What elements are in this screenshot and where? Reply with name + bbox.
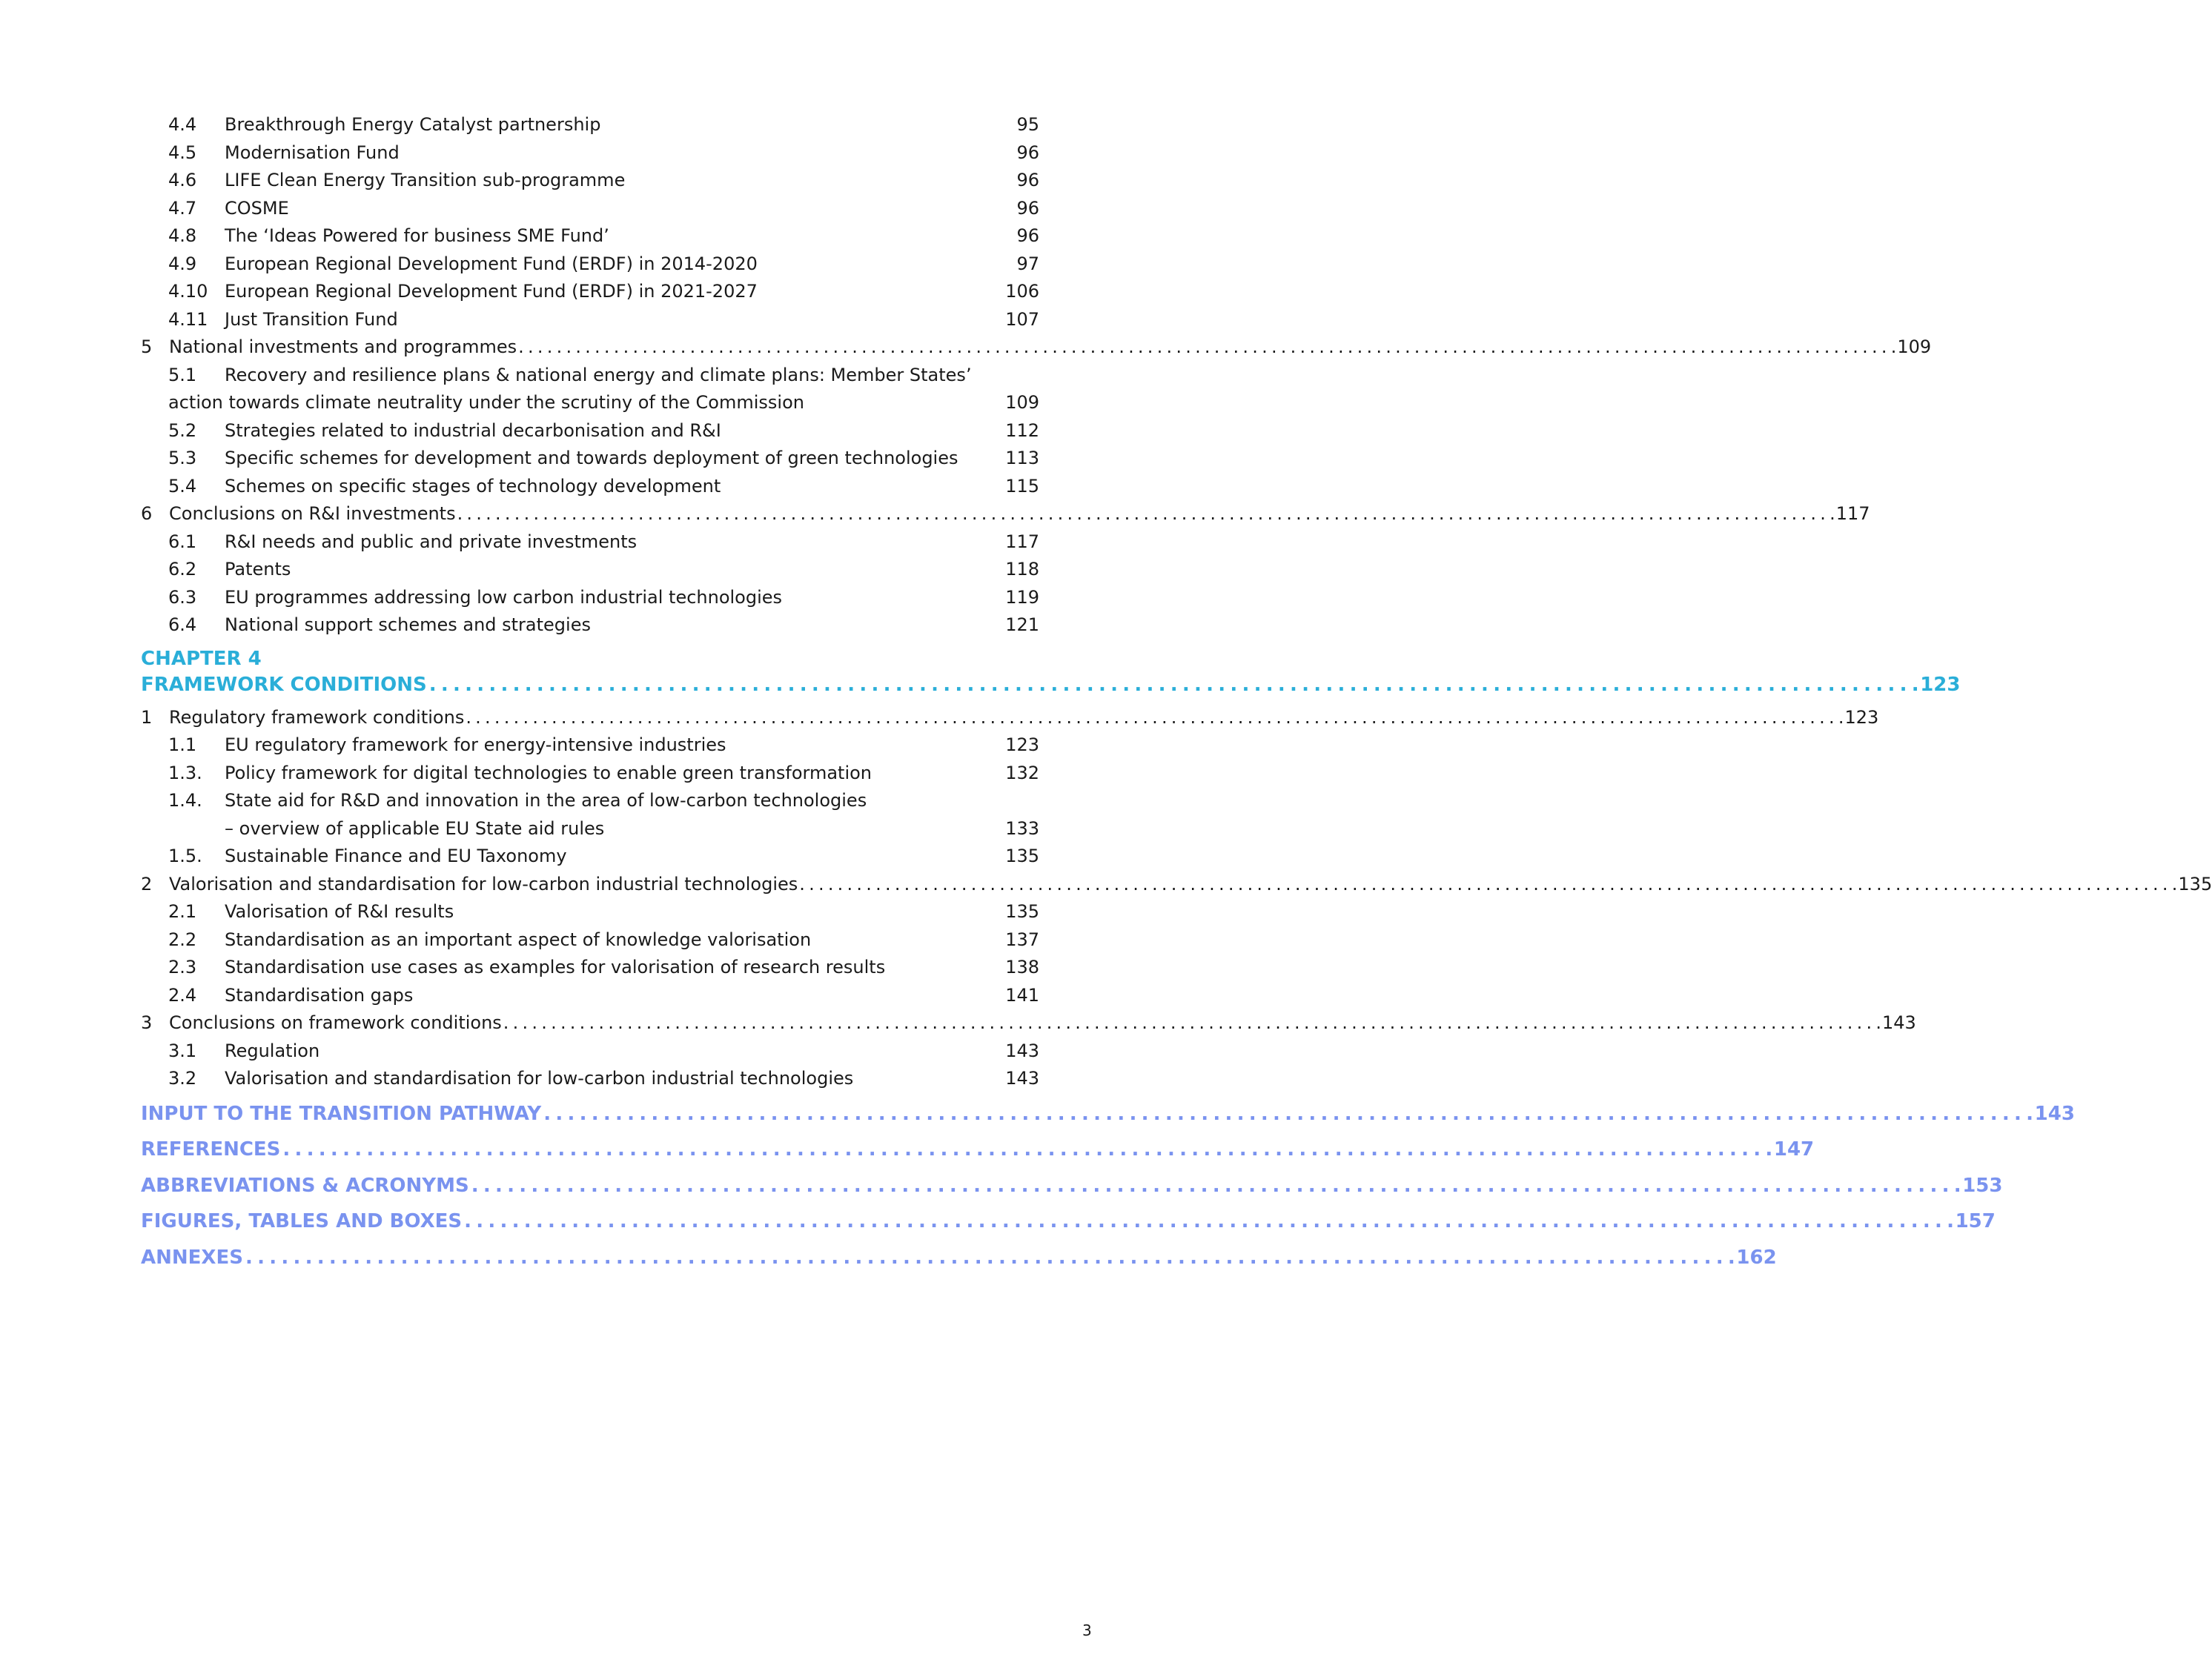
back-matter-title: REFERENCES bbox=[141, 1138, 281, 1161]
toc-entry-number: 5.4 bbox=[168, 475, 197, 497]
toc-entry-page: 109 bbox=[1005, 392, 1039, 413]
toc-entry-number: 2.2 bbox=[168, 929, 197, 950]
dot-leader bbox=[543, 1096, 2032, 1132]
toc-entry-title: European Regional Development Fund (ERDF) in 2021-2027 bbox=[225, 281, 758, 302]
toc-entry-number: 2.1 bbox=[168, 901, 197, 922]
toc-entry-page: 137 bbox=[1005, 929, 1039, 950]
toc-input-to-transition-pathway[interactable] bbox=[141, 1096, 2075, 1132]
toc-figures-tables-boxes[interactable] bbox=[141, 1204, 1996, 1240]
toc-entry-page: 135 bbox=[1005, 846, 1039, 866]
toc-entry-title: Breakthrough Energy Catalyst partnership bbox=[225, 114, 601, 135]
toc-section-title: Regulatory framework conditions bbox=[169, 706, 465, 728]
toc-entry-number: 2.4 bbox=[168, 984, 197, 1006]
toc-section-5[interactable] bbox=[141, 333, 1932, 362]
toc-abbreviations-acronyms[interactable] bbox=[141, 1168, 2003, 1204]
toc-entry-6-3[interactable] bbox=[141, 584, 1039, 612]
toc-entry-page: 121 bbox=[1005, 614, 1039, 635]
toc-entry-title: Modernisation Fund bbox=[225, 142, 400, 163]
toc-entry-number: 5.2 bbox=[168, 419, 197, 441]
toc-entry-1-4[interactable] bbox=[141, 787, 1039, 815]
toc-entry-4-10[interactable] bbox=[141, 278, 1039, 306]
toc-entry-title: National support schemes and strategies bbox=[225, 614, 591, 635]
toc-entry-title: The ‘Ideas Powered for business SME Fund’ bbox=[225, 225, 609, 246]
toc-entry-1-3[interactable] bbox=[141, 760, 1039, 788]
toc-entry-page: 123 bbox=[1005, 734, 1039, 755]
toc-entry-title: Standardisation use cases as examples for valorisation of research results bbox=[225, 957, 886, 977]
page-number: 3 bbox=[1082, 1621, 1092, 1639]
back-matter-page: 147 bbox=[1773, 1138, 1815, 1161]
toc-entry-number: 3.2 bbox=[168, 1068, 197, 1089]
chapter-title: FRAMEWORK CONDITIONS bbox=[141, 673, 427, 696]
dot-leader bbox=[503, 1009, 1881, 1038]
toc-entry-title-continued: – overview of applicable EU State aid rules bbox=[225, 817, 605, 839]
toc-entry-3-2[interactable] bbox=[141, 1065, 1039, 1093]
toc-entry-title: Standardisation as an important aspect of knowledge valorisation bbox=[225, 929, 812, 950]
toc-entry-5-2[interactable] bbox=[141, 417, 1039, 445]
toc-entry-4-4[interactable] bbox=[141, 111, 1039, 139]
toc-entry-page: 141 bbox=[1005, 984, 1039, 1006]
chapter-page: 123 bbox=[1920, 673, 1961, 696]
toc-section-3[interactable] bbox=[141, 1009, 1916, 1038]
toc-entry-number: 5.1 bbox=[168, 364, 197, 385]
back-matter-page: 153 bbox=[1962, 1174, 2003, 1197]
toc-section-title: Conclusions on framework conditions bbox=[169, 1012, 502, 1033]
toc-entry-1-1[interactable] bbox=[141, 731, 1039, 760]
toc-entry-4-8[interactable] bbox=[141, 222, 1039, 250]
toc-section-page: 143 bbox=[1881, 1012, 1916, 1033]
toc-section-page: 117 bbox=[1835, 503, 1870, 524]
toc-entry-page: 115 bbox=[1005, 475, 1039, 497]
dot-leader bbox=[471, 1168, 1960, 1204]
toc-entry-page: 112 bbox=[1005, 419, 1039, 441]
back-matter-title: INPUT TO THE TRANSITION PATHWAY bbox=[141, 1102, 542, 1125]
dot-leader bbox=[457, 500, 1835, 528]
toc-entry-page: 132 bbox=[1005, 762, 1039, 783]
back-matter-page: 162 bbox=[1736, 1246, 1777, 1269]
toc-entry-3-1[interactable] bbox=[141, 1038, 1039, 1066]
toc-entry-page: 106 bbox=[1005, 281, 1039, 302]
toc-entry-page: 143 bbox=[1005, 1068, 1039, 1089]
toc-entry-5-1-continued[interactable] bbox=[141, 389, 1039, 417]
toc-section-page: 135 bbox=[2178, 873, 2212, 894]
toc-entry-2-4[interactable] bbox=[141, 982, 1039, 1010]
toc-section-number: 2 bbox=[141, 873, 153, 894]
toc-references[interactable] bbox=[141, 1132, 1815, 1168]
toc-entry-number: 2.3 bbox=[168, 957, 197, 977]
toc-entry-title: EU regulatory framework for energy-intensive industries bbox=[225, 734, 726, 755]
toc-section-6[interactable] bbox=[141, 500, 1870, 528]
toc-entry-page: 97 bbox=[1016, 253, 1039, 274]
toc-entry-page: 138 bbox=[1005, 957, 1039, 977]
chapter-label: CHAPTER 4 bbox=[141, 647, 262, 670]
back-matter-list bbox=[141, 1096, 2075, 1276]
toc-entry-title: Recovery and resilience plans & national energy and climate plans: Member States’ bbox=[225, 364, 972, 385]
toc-entry-number: 4.6 bbox=[168, 170, 197, 190]
toc-section-1[interactable] bbox=[141, 704, 1879, 732]
toc-entry-page: 107 bbox=[1005, 308, 1039, 330]
toc-entry-number: 4.4 bbox=[168, 114, 197, 135]
toc-entry-number: 5.3 bbox=[168, 448, 197, 468]
toc-entry-number: 3.1 bbox=[168, 1040, 197, 1061]
toc-entry-6-2[interactable] bbox=[141, 556, 1039, 584]
toc-entry-title: Strategies related to industrial decarbonisation and R&I bbox=[225, 419, 721, 441]
toc-entry-number: 4.7 bbox=[168, 197, 197, 219]
dot-leader bbox=[464, 1204, 1953, 1240]
toc-entry-title: Specific schemes for development and towards deployment of green technologies bbox=[225, 448, 958, 468]
toc-entry-title: State aid for R&D and innovation in the area of low-carbon technologies bbox=[225, 790, 867, 811]
toc-entry-page: 117 bbox=[1005, 531, 1039, 552]
toc-entry-page: 95 bbox=[1016, 114, 1039, 135]
toc-entry-number: 4.10 bbox=[168, 281, 208, 302]
toc-entry-title-continued: action towards climate neutrality under the scrutiny of the Commission bbox=[168, 392, 804, 413]
toc-entry-2-1[interactable] bbox=[141, 898, 1039, 926]
toc-entry-number: 6.3 bbox=[168, 586, 197, 608]
toc-entry-title: Sustainable Finance and EU Taxonomy bbox=[225, 846, 567, 866]
toc-entry-title: European Regional Development Fund (ERDF) in 2014-2020 bbox=[225, 253, 758, 274]
toc-entry-title: Valorisation of R&I results bbox=[225, 901, 454, 922]
toc-entry-page: 113 bbox=[1005, 448, 1039, 468]
toc-entry-title: EU programmes addressing low carbon industrial technologies bbox=[225, 586, 783, 608]
toc-entry-title: Patents bbox=[225, 559, 291, 580]
toc-entry-title: Just Transition Fund bbox=[225, 308, 398, 330]
toc-entry-4-6[interactable] bbox=[141, 167, 1039, 195]
back-matter-page: 157 bbox=[1955, 1210, 1996, 1232]
toc-entry-number: 1.4. bbox=[168, 790, 202, 811]
toc-section-number: 5 bbox=[141, 336, 153, 357]
toc-entry-title: COSME bbox=[225, 197, 289, 219]
dot-leader bbox=[245, 1240, 1734, 1276]
toc-section-page: 109 bbox=[1897, 336, 1932, 357]
back-matter-page: 143 bbox=[2034, 1102, 2075, 1125]
toc-entry-5-3[interactable] bbox=[141, 445, 1039, 473]
dot-leader bbox=[429, 671, 1918, 698]
toc-entry-title: R&I needs and public and private investments bbox=[225, 531, 638, 552]
dot-leader bbox=[282, 1132, 1771, 1168]
back-matter-title: FIGURES, TABLES AND BOXES bbox=[141, 1210, 463, 1232]
toc-entry-number: 1.5. bbox=[168, 846, 202, 866]
toc-entry-number: 1.3. bbox=[168, 762, 202, 783]
toc-entry-page: 135 bbox=[1005, 901, 1039, 922]
toc-entry-page: 96 bbox=[1016, 170, 1039, 190]
toc-entry-number: 6.4 bbox=[168, 614, 197, 635]
back-matter-title: ANNEXES bbox=[141, 1246, 243, 1269]
toc-section-page: 123 bbox=[1844, 706, 1879, 728]
toc-entry-page: 133 bbox=[1005, 817, 1039, 839]
toc-section-number: 1 bbox=[141, 706, 153, 728]
toc-entry-4-11[interactable] bbox=[141, 306, 1039, 334]
toc-section-number: 3 bbox=[141, 1012, 153, 1033]
toc-entry-4-7[interactable] bbox=[141, 195, 1039, 223]
toc-entry-2-2[interactable] bbox=[141, 926, 1039, 955]
toc-entry-6-1[interactable] bbox=[141, 528, 1039, 557]
toc-entry-page: 143 bbox=[1005, 1040, 1039, 1061]
toc-entry-1-5[interactable] bbox=[141, 843, 1039, 871]
toc-entry-4-5[interactable] bbox=[141, 139, 1039, 167]
toc-entry-title: LIFE Clean Energy Transition sub-programme bbox=[225, 170, 626, 190]
toc-entry-number: 4.11 bbox=[168, 308, 208, 330]
toc-entry-page: 96 bbox=[1016, 197, 1039, 219]
toc-entry-page: 96 bbox=[1016, 225, 1039, 246]
toc-entry-number: 6.1 bbox=[168, 531, 197, 552]
toc-entry-5-1[interactable] bbox=[141, 362, 1039, 390]
toc-section-title: Valorisation and standardisation for low-carbon industrial technologies bbox=[169, 873, 798, 894]
toc-entry-number: 6.2 bbox=[168, 559, 197, 580]
toc-entry-5-4[interactable] bbox=[141, 473, 1039, 501]
dot-leader bbox=[799, 871, 2176, 899]
back-matter-title: ABBREVIATIONS & ACRONYMS bbox=[141, 1174, 469, 1197]
toc-entry-1-4-continued[interactable] bbox=[141, 815, 1039, 843]
toc-entry-title: Valorisation and standardisation for low-carbon industrial technologies bbox=[225, 1068, 854, 1089]
toc-entry-6-4[interactable] bbox=[141, 611, 1039, 640]
toc-entry-page: 118 bbox=[1005, 559, 1039, 580]
dot-leader bbox=[466, 704, 1843, 732]
dot-leader bbox=[518, 333, 1895, 362]
toc-entry-2-3[interactable] bbox=[141, 954, 1039, 982]
toc-entry-number: 4.8 bbox=[168, 225, 197, 246]
toc-entry-title: Regulation bbox=[225, 1040, 320, 1061]
toc-entry-4-9[interactable] bbox=[141, 250, 1039, 279]
toc-entry-number: 1.1 bbox=[168, 734, 197, 755]
toc-section-2[interactable] bbox=[141, 871, 2212, 899]
toc-entry-title: Policy framework for digital technologies to enable green transformation bbox=[225, 762, 872, 783]
toc-entry-page: 96 bbox=[1016, 142, 1039, 163]
toc-entry-title: Schemes on specific stages of technology development bbox=[225, 475, 721, 497]
table-of-contents bbox=[141, 111, 2212, 1275]
toc-entry-number: 4.9 bbox=[168, 253, 197, 274]
toc-section-number: 6 bbox=[141, 503, 153, 524]
toc-entry-page: 119 bbox=[1005, 586, 1039, 608]
toc-section-title: Conclusions on R&I investments bbox=[169, 503, 456, 524]
toc-section-title: National investments and programmes bbox=[169, 336, 517, 357]
toc-entry-number: 4.5 bbox=[168, 142, 197, 163]
toc-entry-title: Standardisation gaps bbox=[225, 984, 414, 1006]
toc-annexes[interactable] bbox=[141, 1240, 1777, 1276]
toc-chapter-framework-conditions[interactable] bbox=[141, 671, 1961, 698]
